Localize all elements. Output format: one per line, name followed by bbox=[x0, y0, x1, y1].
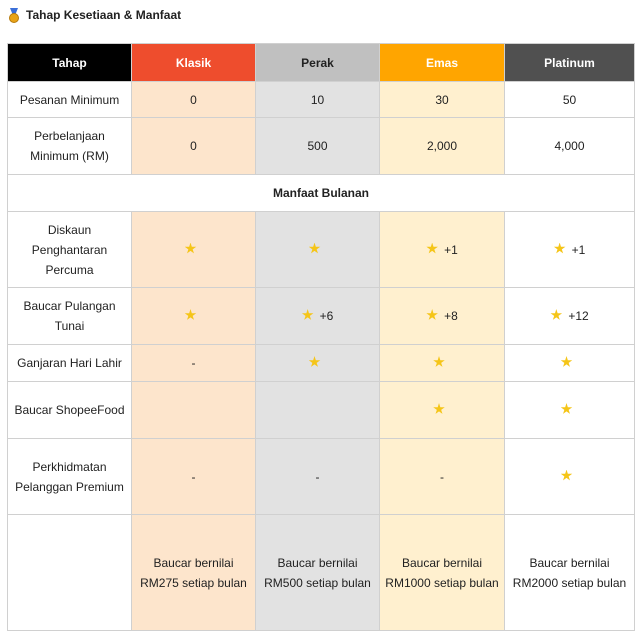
cell-value: 0 bbox=[132, 118, 256, 175]
benefit-cell bbox=[505, 382, 635, 439]
table-row bbox=[8, 212, 635, 288]
medal-icon bbox=[8, 8, 20, 22]
tier-header-emas: Emas bbox=[380, 44, 505, 82]
benefit-cell bbox=[380, 345, 505, 382]
row-label: Baucar Pulangan Tunai bbox=[8, 288, 132, 345]
tier-header-klasik: Klasik bbox=[132, 44, 256, 82]
benefit-cell bbox=[256, 439, 380, 515]
benefit-text: - bbox=[191, 356, 196, 370]
benefit-cell bbox=[132, 288, 256, 345]
row-label: Perbelanjaan Minimum (RM) bbox=[8, 118, 132, 175]
row-label bbox=[8, 515, 132, 631]
row-label: Perkhidmatan Pelanggan Premium bbox=[8, 439, 132, 515]
cell-value: Baucar bernilai RM2000 setiap bulan bbox=[505, 515, 635, 631]
star-icon bbox=[433, 356, 445, 368]
benefit-text: +6 bbox=[319, 309, 334, 323]
star-icon bbox=[426, 309, 438, 321]
row-label: Pesanan Minimum bbox=[8, 82, 132, 118]
star-icon bbox=[433, 403, 445, 415]
benefit-text: +1 bbox=[571, 242, 586, 257]
benefit-cell bbox=[505, 345, 635, 382]
row-label: Ganjaran Hari Lahir bbox=[8, 345, 132, 382]
benefit-text: - bbox=[191, 469, 196, 484]
cell-value: Baucar bernilai RM1000 setiap bulan bbox=[380, 515, 505, 631]
total-row bbox=[8, 515, 635, 631]
cell-value: Baucar bernilai RM500 setiap bulan bbox=[256, 515, 380, 631]
benefit-cell bbox=[380, 288, 505, 345]
tier-header-perak: Perak bbox=[256, 44, 380, 82]
benefit-cell bbox=[505, 288, 635, 345]
benefit-cell bbox=[256, 382, 380, 439]
benefit-cell bbox=[256, 288, 380, 345]
cell-value: 2,000 bbox=[380, 118, 505, 175]
header-label: Tahap bbox=[8, 44, 132, 82]
benefit-cell bbox=[256, 345, 380, 382]
section-row bbox=[8, 175, 635, 212]
star-icon bbox=[185, 309, 197, 321]
benefit-cell bbox=[505, 212, 635, 288]
star-icon bbox=[561, 470, 573, 482]
cell-value: 50 bbox=[505, 82, 635, 118]
row-label: Diskaun Penghantaran Percuma bbox=[8, 212, 132, 288]
benefit-text: +8 bbox=[444, 309, 458, 323]
benefit-cell bbox=[132, 382, 256, 439]
star-icon bbox=[426, 243, 438, 255]
benefit-cell bbox=[132, 345, 256, 382]
benefit-cell bbox=[132, 439, 256, 515]
benefit-cell bbox=[380, 439, 505, 515]
star-icon bbox=[185, 243, 197, 255]
table-row bbox=[8, 382, 635, 439]
cell-value: 0 bbox=[132, 82, 256, 118]
benefit-text: - bbox=[440, 469, 444, 484]
star-icon bbox=[309, 356, 321, 368]
table-row bbox=[8, 82, 635, 118]
star-icon bbox=[561, 403, 573, 415]
benefit-cell bbox=[380, 382, 505, 439]
benefit-cell bbox=[132, 212, 256, 288]
cell-value: 4,000 bbox=[505, 118, 635, 175]
page-title: Tahap Kesetiaan & Manfaat bbox=[26, 8, 182, 22]
star-icon bbox=[554, 243, 566, 255]
table-row bbox=[8, 118, 635, 175]
section-title: Manfaat Bulanan bbox=[8, 175, 635, 212]
star-icon bbox=[302, 309, 314, 321]
cell-value: Baucar bernilai RM275 setiap bulan bbox=[132, 515, 256, 631]
loyalty-tier-table bbox=[7, 43, 635, 631]
tier-header-platinum: Platinum bbox=[505, 44, 635, 82]
benefit-text: +1 bbox=[444, 242, 458, 257]
header-row bbox=[8, 44, 635, 82]
table-row bbox=[8, 439, 635, 515]
table-row bbox=[8, 345, 635, 382]
benefit-text: - bbox=[315, 469, 320, 484]
benefit-rows bbox=[8, 212, 635, 515]
star-icon bbox=[309, 243, 321, 255]
star-icon bbox=[550, 309, 562, 321]
benefit-cell bbox=[380, 212, 505, 288]
benefit-text: +12 bbox=[568, 309, 589, 323]
section-heading bbox=[8, 6, 181, 24]
cell-value: 500 bbox=[256, 118, 380, 175]
benefit-cell bbox=[256, 212, 380, 288]
cell-value: 30 bbox=[380, 82, 505, 118]
cell-value: 10 bbox=[256, 82, 380, 118]
row-label: Baucar ShopeeFood bbox=[8, 382, 132, 439]
table-row bbox=[8, 288, 635, 345]
star-icon bbox=[561, 356, 573, 368]
benefit-cell bbox=[505, 439, 635, 515]
